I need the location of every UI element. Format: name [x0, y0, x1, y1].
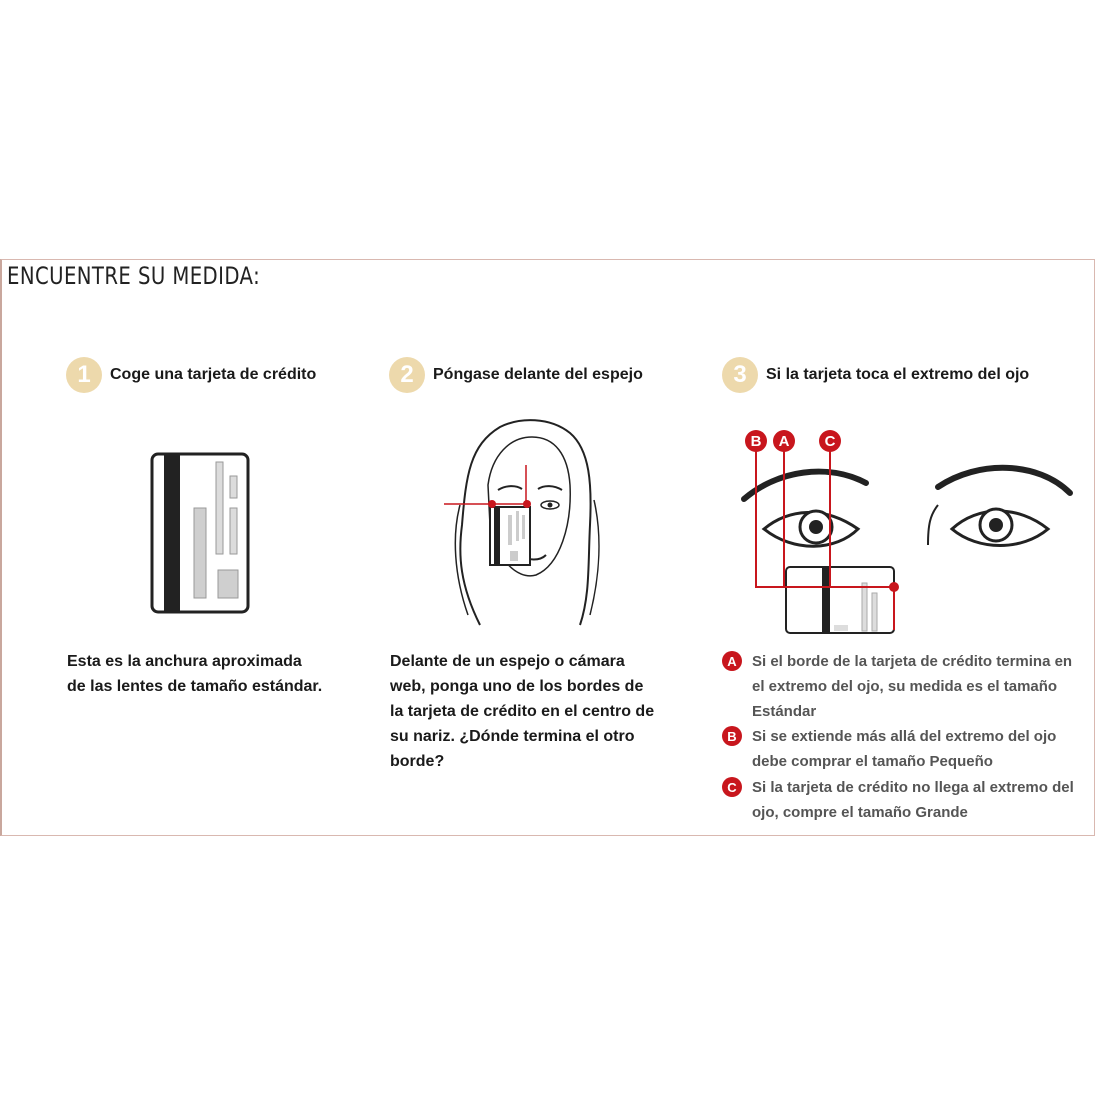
- face-mirror-illustration: [440, 415, 610, 627]
- legend-item-a: [722, 649, 1092, 724]
- legend-text: [752, 649, 1072, 724]
- legend-text: [752, 724, 1056, 774]
- diagram-label-a: A: [778, 433, 790, 450]
- diagram-label-b: B: [750, 433, 762, 450]
- step-number-badge: 3: [722, 357, 758, 393]
- step-1-header: [66, 357, 316, 393]
- desc-line: su nariz. ¿Dónde termina el otro: [390, 728, 635, 745]
- legend-line: ojo, compre el tamaño Grande: [752, 804, 968, 821]
- legend-text: [752, 775, 1074, 825]
- legend-badge: C: [722, 777, 742, 797]
- diagram-label-c: C: [824, 433, 836, 450]
- eye-measurement-diagram: [738, 425, 1078, 635]
- desc-line: borde?: [390, 753, 445, 770]
- desc-line: Delante de un espejo o cámara: [390, 653, 625, 670]
- legend-badge: A: [722, 651, 742, 671]
- legend-line: Si la tarjeta de crédito no llega al extremo del: [752, 779, 1074, 796]
- desc-line: la tarjeta de crédito en el centro de: [390, 703, 655, 720]
- legend-badge: B: [722, 726, 742, 746]
- legend-item-b: [722, 724, 1092, 774]
- step-number-badge: 2: [389, 357, 425, 393]
- step-2-header: [389, 357, 643, 393]
- legend-line: Si se extiende más allá del extremo del ojo: [752, 728, 1057, 745]
- step-title: Póngase delante del espejo: [433, 366, 643, 383]
- legend-line: Si el borde de la tarjeta de crédito termina en: [752, 653, 1073, 670]
- credit-card-icon: [150, 452, 252, 614]
- desc-line: web, ponga uno de los bordes de: [390, 678, 644, 695]
- legend-line: Estándar: [752, 703, 817, 720]
- legend-item-c: [722, 775, 1092, 825]
- step-number-badge: 1: [66, 357, 102, 393]
- step-3-header: [722, 357, 1029, 393]
- step-2-description: [390, 649, 690, 774]
- desc-line: de las lentes de tamaño estándar.: [67, 678, 323, 695]
- legend-line: el extremo del ojo, su medida es el tamaño: [752, 678, 1058, 695]
- page-title: ENCUENTRE SU MEDIDA:: [7, 262, 261, 290]
- step-title: Coge una tarjeta de crédito: [110, 366, 317, 383]
- step-title: Si la tarjeta toca el extremo del ojo: [766, 366, 1030, 383]
- legend-line: debe comprar el tamaño Pequeño: [752, 753, 993, 770]
- desc-line: Esta es la anchura aproximada: [67, 653, 302, 670]
- step-1-description: [67, 649, 367, 699]
